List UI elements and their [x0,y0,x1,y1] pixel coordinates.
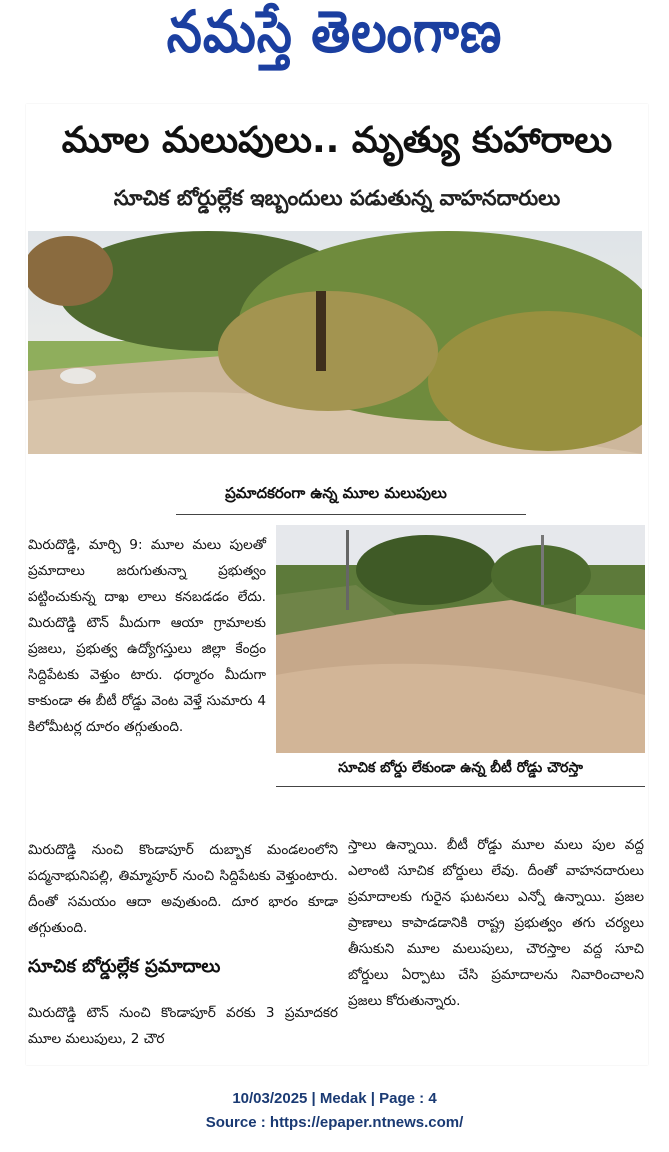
photo2-caption: సూచిక బోర్డు లేకుండా ఉన్న బీటీ రోడ్డు చౌరస్తా [338,760,583,776]
paragraph-route: మిరుదొడ్డి నుంచి కొండాపూర్ దుబ్బాక మండలంలోని పద్మనాభునిపల్లి, తిమ్మాపూర్ నుంచి సిద్దిపేటకు వెళ్తుంటారు. దీంతో సమయం ఆదా అవుతుంది. దూర భారం కూడా తగ్గుతుంది. [28,842,338,936]
road-photo-junction [276,525,645,753]
section-subheading: సూచిక బోర్డుల్లేక ప్రమాదాలు [28,956,221,977]
road-photo-curve-image [28,231,642,454]
footer-source-link[interactable]: Source : https://epaper.ntnews.com/ [205,1114,464,1131]
article-body-left [28,532,266,740]
headline: మూల మలుపులు.. మృత్యు కుహారాలు [61,120,613,161]
footer-edition-info: 10/03/2025 | Medak | Page : 4 [232,1090,437,1107]
road-photo-curve [28,231,642,454]
caption2-divider [276,786,645,787]
article-body-right [348,832,644,1014]
article-body-low [28,1000,338,1052]
subheadline: సూచిక బోర్డుల్లేక ఇబ్బందులు పడుతున్న వాహనదారులు [113,186,561,210]
road-photo-junction-image [276,525,645,753]
masthead-title: నమస్తే తెలంగాణ [166,0,503,66]
caption-divider [176,514,526,515]
article-body-wide [28,837,338,941]
paragraph-intro: మిరుదొడ్డి, మార్చి 9: మూల మలు పులతో ప్రమాదాలు జరుగుతున్నా ప్రభుత్వం పట్టించుకున్న దాఖ లాలు కనబడడం లేదు. మిరుదొడ్డి టౌన్ మీదుగా ఆయా గ్రామాలకు ప్రజలు, ప్రభుత్వ ఉద్యోగస్తులు జిల్లా కేంద్రం సిద్దిపేటకు వెళ్తుం టారు. ధర్మారం మీదుగా కాకుండా ఈ బీటీ రోడ్డు వెంట వెళ్తే సుమారు 4 కిలోమీటర్ల దూరం తగ్గుతుంది. [28,537,266,735]
paragraph-appeal: స్తాలు ఉన్నాయి. బీటీ రోడ్డు మూల మలు పుల వద్ద ఎలాంటి సూచిక బోర్డులు లేవు. దీంతో వాహనదారులు ప్రమాదాలకు గురైన ఘటనలు ఎన్నో ఉన్నాయి. ప్రజల ప్రాణాలు కాపాడడానికి రాష్ట్ర ప్రభుత్వం తగు చర్యలు తీసుకుని మూల మలుపులు, చౌరస్తాల వద్ద సూచి బోర్డులు ఏర్పాటు చేసి ప్రమాదాలను నివారించాలని ప్రజలు కోరుతున్నారు. [348,837,644,1009]
paragraph-curves: మిరుదొడ్డి టౌన్ నుంచి కొండాపూర్ వరకు 3 ప్రమాదకర మూల మలుపులు, 2 చౌర [28,1005,338,1047]
article [26,104,648,1065]
masthead-logo [0,0,669,80]
photo1-caption: ప్రమాదకరంగా ఉన్న మూల మలుపులు [225,484,447,502]
